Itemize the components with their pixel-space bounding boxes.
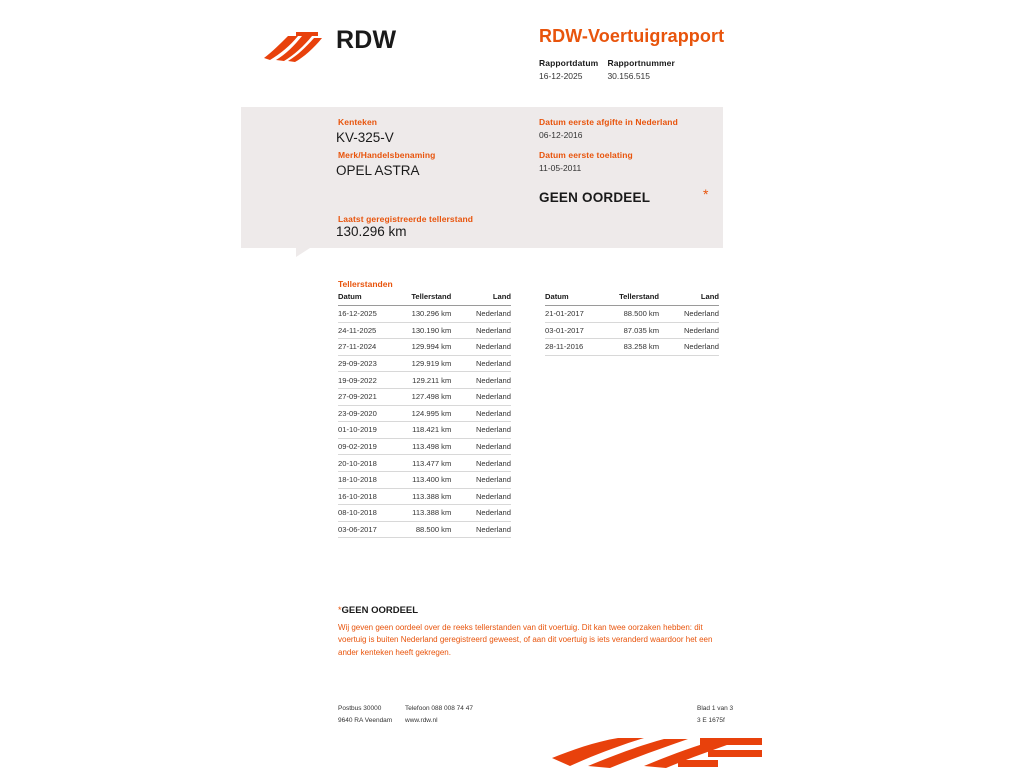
cell-odometer: 113.388 km <box>395 505 466 522</box>
report-number-value: 30.156.515 <box>607 71 650 81</box>
cell-country: Nederland <box>465 438 511 455</box>
cell-odometer: 113.477 km <box>395 455 466 472</box>
cell-odometer: 129.211 km <box>395 372 466 389</box>
footnote-body: Wij geven geen oordeel over de reeks tellerstanden van dit voertuig. Dit kan twee oorzaken hebben: dit voertuig is buiten Nederland geregistreerd geweest, of aan dit voertuig is iets veranderd waardoor het een ander kenteken heeft gekregen. <box>338 623 713 657</box>
footer-po-box: Postbus 30000 <box>338 705 382 712</box>
cell-date: 24-11-2025 <box>338 322 395 339</box>
cell-odometer: 83.258 km <box>602 339 673 356</box>
column-header-country: Land <box>465 292 511 306</box>
table-row <box>338 372 511 389</box>
cell-odometer: 129.994 km <box>395 339 466 356</box>
cell-odometer: 88.500 km <box>395 521 466 538</box>
cell-country: Nederland <box>465 405 511 422</box>
first-nl-registration-label: Datum eerste afgifte in Nederland <box>539 117 678 127</box>
table-row <box>338 521 511 538</box>
last-odometer-value: 130.296 km <box>336 224 407 239</box>
table-row <box>338 355 511 372</box>
cell-country: Nederland <box>465 422 511 439</box>
cell-date: 01-10-2019 <box>338 422 395 439</box>
first-admission-label: Datum eerste toelating <box>539 150 633 160</box>
footer-phone: Telefoon 088 008 74 47 <box>405 705 473 712</box>
last-odometer-label: Laatst geregistreerde tellerstand <box>338 214 474 224</box>
brand-name: RDW <box>336 26 397 54</box>
cell-date: 27-09-2021 <box>338 388 395 405</box>
footer-website[interactable]: www.rdw.nl <box>405 717 438 725</box>
cell-odometer: 113.388 km <box>395 488 466 505</box>
table-row <box>338 455 511 472</box>
report-number <box>607 58 674 81</box>
cell-country: Nederland <box>465 339 511 356</box>
cell-date: 03-06-2017 <box>338 521 395 538</box>
footnote-marker: * <box>338 605 342 615</box>
cell-country: Nederland <box>465 306 511 323</box>
cell-country: Nederland <box>673 306 719 323</box>
cell-country: Nederland <box>673 322 719 339</box>
footnote-heading-text: GEEN OORDEEL <box>341 605 419 616</box>
odometer-table-left <box>338 292 511 538</box>
column-header-date: Datum <box>545 292 602 306</box>
cell-odometer: 113.498 km <box>395 438 466 455</box>
footer-page-number: Blad 1 van 3 <box>697 705 734 712</box>
column-header-odometer: Tellerstand <box>602 292 673 306</box>
page-title: RDW-Voertuigrapport <box>539 26 725 46</box>
table-row <box>338 422 511 439</box>
cell-country: Nederland <box>465 372 511 389</box>
table-header-row <box>338 292 511 306</box>
cell-date: 09-02-2019 <box>338 438 395 455</box>
cell-country: Nederland <box>465 455 511 472</box>
column-header-odometer: Tellerstand <box>395 292 466 306</box>
cell-country: Nederland <box>465 471 511 488</box>
footer-address <box>338 703 398 728</box>
cell-odometer: 88.500 km <box>602 306 673 323</box>
table-row <box>338 388 511 405</box>
make-value: OPEL ASTRA <box>336 163 420 178</box>
report-number-label: Rapportnummer <box>607 58 675 68</box>
vehicle-summary-panel <box>241 107 723 248</box>
table-row <box>545 322 719 339</box>
rdw-arrow-logo-icon <box>262 30 330 64</box>
cell-odometer: 118.421 km <box>395 422 466 439</box>
plate-value: KV-325-V <box>336 130 394 145</box>
cell-date: 08-10-2018 <box>338 505 395 522</box>
cell-date: 27-11-2024 <box>338 339 395 356</box>
table-row <box>338 488 511 505</box>
cell-date: 03-01-2017 <box>545 322 602 339</box>
rdw-logo <box>262 22 397 74</box>
make-label: Merk/Handelsbenaming <box>338 150 436 160</box>
cell-date: 21-01-2017 <box>545 306 602 323</box>
cell-date: 16-10-2018 <box>338 488 395 505</box>
verdict-text: GEEN OORDEEL <box>539 190 651 205</box>
cell-country: Nederland <box>673 339 719 356</box>
footer-city: 9640 RA Veendam <box>338 717 393 725</box>
cell-odometer: 124.995 km <box>395 405 466 422</box>
report-date-value: 16-12-2025 <box>539 71 583 81</box>
cell-country: Nederland <box>465 322 511 339</box>
table-row <box>338 322 511 339</box>
cell-odometer: 113.400 km <box>395 471 466 488</box>
report-date <box>539 58 603 81</box>
table-row <box>338 471 511 488</box>
cell-date: 19-09-2022 <box>338 372 395 389</box>
table-header-row <box>545 292 719 306</box>
cell-odometer: 87.035 km <box>602 322 673 339</box>
cell-date: 28-11-2016 <box>545 339 602 356</box>
report-meta <box>539 58 799 81</box>
cell-odometer: 130.296 km <box>395 306 466 323</box>
first-nl-registration-value: 06-12-2016 <box>539 130 583 140</box>
footer-page-info <box>697 703 757 728</box>
cell-country: Nederland <box>465 505 511 522</box>
odometer-table-right <box>545 292 719 356</box>
report-date-label: Rapportdatum <box>539 58 599 68</box>
column-header-date: Datum <box>338 292 395 306</box>
plate-label: Kenteken <box>338 117 378 127</box>
cell-date: 18-10-2018 <box>338 471 395 488</box>
footnote-heading <box>338 605 730 616</box>
cell-country: Nederland <box>465 388 511 405</box>
first-admission-value: 11-05-2011 <box>539 163 582 173</box>
odometer-table-title: Tellerstanden <box>338 279 393 289</box>
table-row <box>338 306 511 323</box>
table-row <box>338 405 511 422</box>
cell-date: 16-12-2025 <box>338 306 395 323</box>
table-row <box>338 505 511 522</box>
footnote <box>338 605 730 659</box>
table-row <box>338 438 511 455</box>
verdict-footnote-marker: * <box>703 186 709 202</box>
footer-document-code: 3 E 1675f <box>697 717 725 725</box>
table-row <box>338 339 511 356</box>
cell-odometer: 127.498 km <box>395 388 466 405</box>
cell-odometer: 130.190 km <box>395 322 466 339</box>
cell-country: Nederland <box>465 355 511 372</box>
cell-date: 23-09-2020 <box>338 405 395 422</box>
cell-date: 20-10-2018 <box>338 455 395 472</box>
rdw-bottom-graphic-icon <box>548 736 788 768</box>
cell-date: 29-09-2023 <box>338 355 395 372</box>
footer-contact <box>405 703 525 728</box>
cell-country: Nederland <box>465 521 511 538</box>
panel-corner-notch <box>296 248 310 257</box>
column-header-country: Land <box>673 292 719 306</box>
table-row <box>545 306 719 323</box>
table-row <box>545 339 719 356</box>
cell-country: Nederland <box>465 488 511 505</box>
cell-odometer: 129.919 km <box>395 355 466 372</box>
